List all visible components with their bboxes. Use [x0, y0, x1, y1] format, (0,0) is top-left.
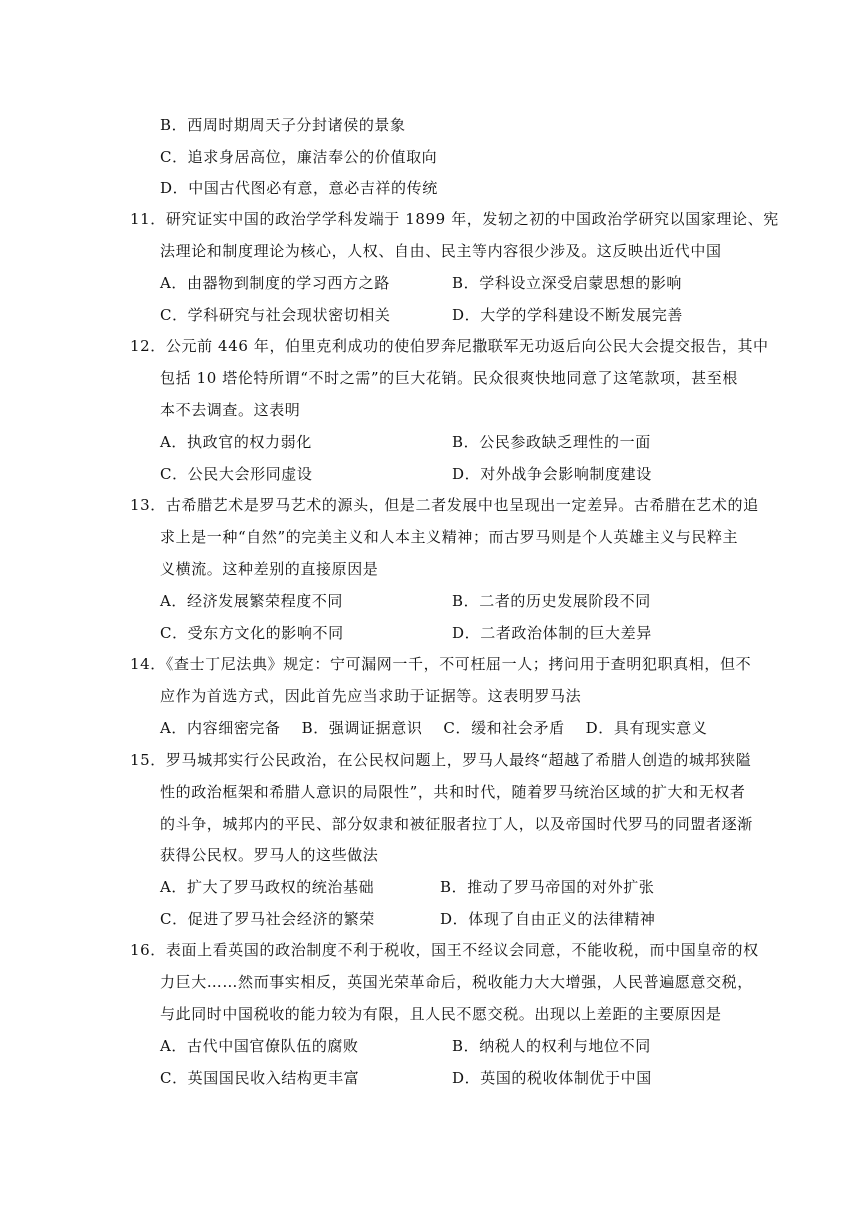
q15-option-a: A．扩大了罗马政权的统治基础: [160, 878, 375, 896]
q13-option-d: D．二者政治体制的巨大差异: [452, 624, 652, 642]
q12-option-b: B．公民参政缺乏理性的一面: [452, 433, 651, 451]
q11-option-c: C．学科研究与社会现状密切相关: [160, 306, 391, 324]
q15-stem-line-4: 获得公民权。罗马人的这些做法: [160, 846, 379, 864]
q12-stem-line-2: 包括 10 塔伦特所谓“不时之需”的巨大花销。民众很爽快地同意了这笔款项，甚至根: [160, 369, 738, 387]
q12-option-a: A．执政官的权力弱化: [160, 433, 312, 451]
q11-stem-line-1: 11．研究证实中国的政治学学科发端于 1899 年，发轫之初的中国政治学研究以国家理论、宪: [130, 210, 779, 228]
q15-stem-line-1: 15．罗马城邦实行公民政治，在公民权问题上，罗马人最终“超越了希腊人创造的城邦狭隘: [130, 751, 752, 769]
q16-stem-line-3: 与此同时中国税收的能力较为有限，且人民不愿交税。出现以上差距的主要原因是: [160, 1005, 722, 1023]
q11-stem-line-2: 法理论和制度理论为核心，人权、自由、民主等内容很少涉及。这反映出近代中国: [160, 242, 722, 260]
q14-stem-line-2: 应作为首选方式，因此首先应当求助于证据等。这表明罗马法: [160, 687, 582, 705]
q13-stem-line-1: 13．古希腊艺术是罗马艺术的源头，但是二者发展中也呈现出一定差异。古希腊在艺术的追: [130, 496, 759, 514]
q12-option-d: D．对外战争会影响制度建设: [452, 465, 652, 483]
q10-option-c: C．追求身居高位，廉洁奉公的价值取向: [160, 148, 438, 166]
q16-option-b: B．纳税人的权利与地位不同: [452, 1037, 651, 1055]
q16-option-d: D．英国的税收体制优于中国: [452, 1069, 652, 1087]
q16-option-c: C．英国国民收入结构更丰富: [160, 1069, 360, 1087]
q13-option-c: C．受东方文化的影响不同: [160, 624, 344, 642]
q10-option-d: D．中国古代图必有意，意必吉祥的传统: [160, 179, 438, 197]
q15-stem-line-3: 的斗争，城邦内的平民、部分奴隶和被征服者拉丁人，以及帝国时代罗马的同盟者逐渐: [160, 815, 753, 833]
q16-option-a: A．古代中国官僚队伍的腐败: [160, 1037, 359, 1055]
q13-stem-line-2: 求上是一种“自然”的完美主义和人本主义精神；而古罗马则是个人英雄主义与民粹主: [160, 528, 739, 546]
q14-options: A．内容细密完备 B．强调证据意识 C．缓和社会矛盾 D．具有现实意义: [160, 719, 708, 737]
q11-option-d: D．大学的学科建设不断发展完善: [452, 306, 684, 324]
q12-option-c: C．公民大会形同虚设: [160, 465, 313, 483]
q12-stem-line-1: 12．公元前 446 年，伯里克利成功的使伯罗奔尼撒联军无功返后向公民大会提交报告，其中: [130, 337, 769, 355]
q15-option-c: C．促进了罗马社会经济的繁荣: [160, 910, 375, 928]
q15-stem-line-2: 性的政治框架和希腊人意识的局限性”，共和时代，随着罗马统治区域的扩大和无权者: [160, 783, 746, 801]
q14-stem-line-1: 14．《查士丁尼法典》规定：宁可漏网一千，不可枉屈一人；拷问用于查明犯职真相，但不: [130, 655, 752, 673]
q13-stem-line-3: 义横流。这种差别的直接原因是: [160, 560, 379, 578]
q13-option-b: B．二者的历史发展阶段不同: [452, 592, 651, 610]
q12-stem-line-3: 本不去调查。这表明: [160, 401, 301, 419]
q13-option-a: A．经济发展繁荣程度不同: [160, 592, 344, 610]
q11-option-b: B．学科设立深受启蒙思想的影响: [452, 274, 683, 292]
q15-option-b: B．推动了罗马帝国的对外扩张: [440, 878, 655, 896]
q15-option-d: D．体现了自由正义的法律精神: [440, 910, 656, 928]
q11-option-a: A．由器物到制度的学习西方之路: [160, 274, 390, 292]
q10-option-b: B．西周时期周天子分封诸侯的景象: [160, 116, 406, 134]
q16-stem-line-2: 力巨大……然而事实相反，英国光荣革命后，税收能力大大增强，人民普遍愿意交税，: [160, 973, 753, 991]
q16-stem-line-1: 16．表面上看英国的政治制度不利于税收，国王不经议会同意，不能收税，而中国皇帝的权: [130, 941, 759, 959]
